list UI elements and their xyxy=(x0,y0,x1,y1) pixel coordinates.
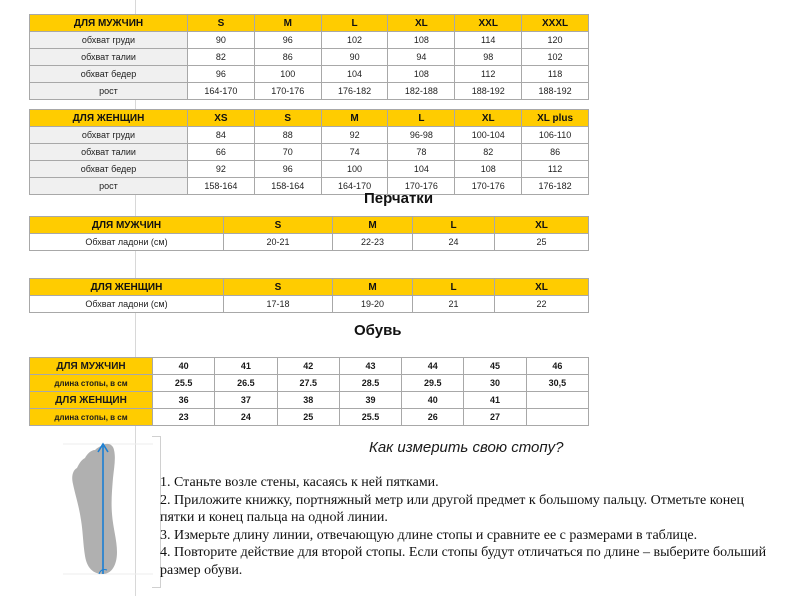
cell: 19-20 xyxy=(333,296,413,313)
header-cell: S xyxy=(224,279,333,296)
cell: 102 xyxy=(522,49,589,66)
measurement-instructions xyxy=(160,474,780,579)
cell: 100-104 xyxy=(455,127,522,144)
table-row xyxy=(30,358,589,375)
shoes-section-title: Обувь xyxy=(354,322,402,339)
header-cell: S xyxy=(254,110,321,127)
header-cell: XL xyxy=(455,110,522,127)
cell: 45 xyxy=(464,358,526,375)
header-cell: M xyxy=(333,217,413,234)
cell: 23 xyxy=(153,409,215,426)
table-header-row xyxy=(30,279,589,296)
gloves-section-title: Перчатки xyxy=(364,190,434,207)
cell: 86 xyxy=(522,144,589,161)
women-clothing-size-table xyxy=(29,109,589,195)
row-label: Обхват ладони (см) xyxy=(30,296,224,313)
cell: 24 xyxy=(413,234,495,251)
cell: 100 xyxy=(321,161,388,178)
table-row xyxy=(30,375,589,392)
measure-foot-title: Как измерить свою стопу? xyxy=(369,439,564,456)
foot-measurement-illustration xyxy=(63,440,153,580)
instruction-step: 4. Повторите действие для второй стопы. Если стопы будут отличаться по длине – выберите больший размер обуви. xyxy=(160,545,767,578)
header-cell: L xyxy=(321,15,388,32)
cell: 36 xyxy=(153,392,215,409)
cell: 39 xyxy=(339,392,401,409)
cell: 42 xyxy=(277,358,339,375)
cell: 158-164 xyxy=(254,178,321,195)
header-cell: L xyxy=(413,217,495,234)
header-cell: XL plus xyxy=(522,110,589,127)
shoe-size-table xyxy=(29,357,589,426)
cell: 170-176 xyxy=(455,178,522,195)
cell: 25.5 xyxy=(153,375,215,392)
row-label: длина стопы, в см xyxy=(30,409,153,426)
cell: 98 xyxy=(455,49,522,66)
cell: 26 xyxy=(402,409,464,426)
table-header-row xyxy=(30,217,589,234)
row-label: обхват талии xyxy=(30,49,188,66)
cell: 104 xyxy=(388,161,455,178)
cell: 27 xyxy=(464,409,526,426)
table-row xyxy=(30,178,589,195)
cell: 108 xyxy=(388,66,455,83)
cell: 38 xyxy=(277,392,339,409)
header-cell: ДЛЯ МУЖЧИН xyxy=(30,217,224,234)
row-label: обхват бедер xyxy=(30,161,188,178)
table-header-row xyxy=(30,110,589,127)
cell: 70 xyxy=(254,144,321,161)
cell: 106-110 xyxy=(522,127,589,144)
cell: 108 xyxy=(388,32,455,49)
cell: 96 xyxy=(188,66,255,83)
cell: 92 xyxy=(321,127,388,144)
cell: 86 xyxy=(254,49,321,66)
cell: 120 xyxy=(522,32,589,49)
foot-silhouette-icon xyxy=(72,444,117,574)
cell: 17-18 xyxy=(224,296,333,313)
table-row xyxy=(30,409,589,426)
cell: 96-98 xyxy=(388,127,455,144)
cell: 118 xyxy=(522,66,589,83)
cell: 40 xyxy=(153,358,215,375)
cell: 112 xyxy=(522,161,589,178)
cell: 158-164 xyxy=(188,178,255,195)
cell: 28.5 xyxy=(339,375,401,392)
cell: 43 xyxy=(339,358,401,375)
cell: 176-182 xyxy=(522,178,589,195)
cell: 78 xyxy=(388,144,455,161)
header-cell: XL xyxy=(388,15,455,32)
cell: 27.5 xyxy=(277,375,339,392)
row-label: рост xyxy=(30,178,188,195)
cell: 92 xyxy=(188,161,255,178)
instruction-step: 1. Станьте возле стены, касаясь к ней пятками. xyxy=(160,475,439,490)
header-cell: XXL xyxy=(455,15,522,32)
table-row xyxy=(30,66,589,83)
table-row xyxy=(30,234,589,251)
table-row xyxy=(30,392,589,409)
header-cell: ДЛЯ ЖЕНЩИН xyxy=(30,279,224,296)
header-cell: XS xyxy=(188,110,255,127)
table-row xyxy=(30,296,589,313)
cell: 188-192 xyxy=(522,83,589,100)
cell: 24 xyxy=(215,409,277,426)
cell: 41 xyxy=(215,358,277,375)
cell: 114 xyxy=(455,32,522,49)
header-cell: L xyxy=(413,279,495,296)
table-row xyxy=(30,49,589,66)
cell: 182-188 xyxy=(388,83,455,100)
cell: 25 xyxy=(495,234,589,251)
cell: 29.5 xyxy=(402,375,464,392)
cell: 82 xyxy=(188,49,255,66)
cell: 82 xyxy=(455,144,522,161)
table-header-row xyxy=(30,15,589,32)
cell: 44 xyxy=(402,358,464,375)
table-row xyxy=(30,144,589,161)
table-row xyxy=(30,127,589,144)
cell: 40 xyxy=(402,392,464,409)
row-label: рост xyxy=(30,83,188,100)
cell: 22 xyxy=(495,296,589,313)
women-gloves-size-table xyxy=(29,278,589,313)
row-label: обхват груди xyxy=(30,127,188,144)
cell: 188-192 xyxy=(455,83,522,100)
cell: 25.5 xyxy=(339,409,401,426)
row-label: обхват бедер xyxy=(30,66,188,83)
cell: 30 xyxy=(464,375,526,392)
header-cell: XXXL xyxy=(522,15,589,32)
header-cell: S xyxy=(188,15,255,32)
header-cell: XL xyxy=(495,217,589,234)
cell: 88 xyxy=(254,127,321,144)
cell: 26.5 xyxy=(215,375,277,392)
cell: 25 xyxy=(277,409,339,426)
row-label: ДЛЯ МУЖЧИН xyxy=(30,358,153,375)
header-cell: ДЛЯ ЖЕНЩИН xyxy=(30,110,188,127)
header-cell: M xyxy=(333,279,413,296)
table-row xyxy=(30,83,589,100)
cell: 41 xyxy=(464,392,526,409)
cell: 96 xyxy=(254,161,321,178)
cell: 37 xyxy=(215,392,277,409)
men-gloves-size-table xyxy=(29,216,589,251)
row-label: ДЛЯ ЖЕНЩИН xyxy=(30,392,153,409)
header-cell: L xyxy=(388,110,455,127)
instruction-step: 2. Приложите книжку, портняжный метр или другой предмет к большому пальцу. Отметьте конец пятки и конец пальца на одной линии. xyxy=(160,492,744,525)
cell: 104 xyxy=(321,66,388,83)
cell: 30,5 xyxy=(526,375,588,392)
cell: 90 xyxy=(321,49,388,66)
cell: 170-176 xyxy=(388,178,455,195)
cell: 100 xyxy=(254,66,321,83)
cell: 22-23 xyxy=(333,234,413,251)
instruction-step: 3. Измерьте длину линии, отвечающую длине стопы и сравните ее с размерами в таблице. xyxy=(160,527,698,543)
table-row xyxy=(30,161,589,178)
cell: 96 xyxy=(254,32,321,49)
header-cell: ДЛЯ МУЖЧИН xyxy=(30,15,188,32)
row-label: обхват талии xyxy=(30,144,188,161)
row-label: обхват груди xyxy=(30,32,188,49)
cell: 112 xyxy=(455,66,522,83)
header-cell: M xyxy=(321,110,388,127)
cell: 21 xyxy=(413,296,495,313)
cell: 74 xyxy=(321,144,388,161)
header-cell: S xyxy=(224,217,333,234)
cell: 90 xyxy=(188,32,255,49)
cell: 164-170 xyxy=(321,178,388,195)
cell: 164-170 xyxy=(188,83,255,100)
cell: 20-21 xyxy=(224,234,333,251)
cell: 102 xyxy=(321,32,388,49)
cell: 46 xyxy=(526,358,588,375)
row-label: длина стопы, в см xyxy=(30,375,153,392)
men-clothing-size-table xyxy=(29,14,589,100)
header-cell: M xyxy=(254,15,321,32)
header-cell: XL xyxy=(495,279,589,296)
cell: 108 xyxy=(455,161,522,178)
cell xyxy=(526,392,588,409)
table-row xyxy=(30,32,589,49)
cell: 170-176 xyxy=(254,83,321,100)
cell: 66 xyxy=(188,144,255,161)
cell: 94 xyxy=(388,49,455,66)
cell xyxy=(526,409,588,426)
cell: 84 xyxy=(188,127,255,144)
row-label: Обхват ладони (см) xyxy=(30,234,224,251)
cell: 176-182 xyxy=(321,83,388,100)
